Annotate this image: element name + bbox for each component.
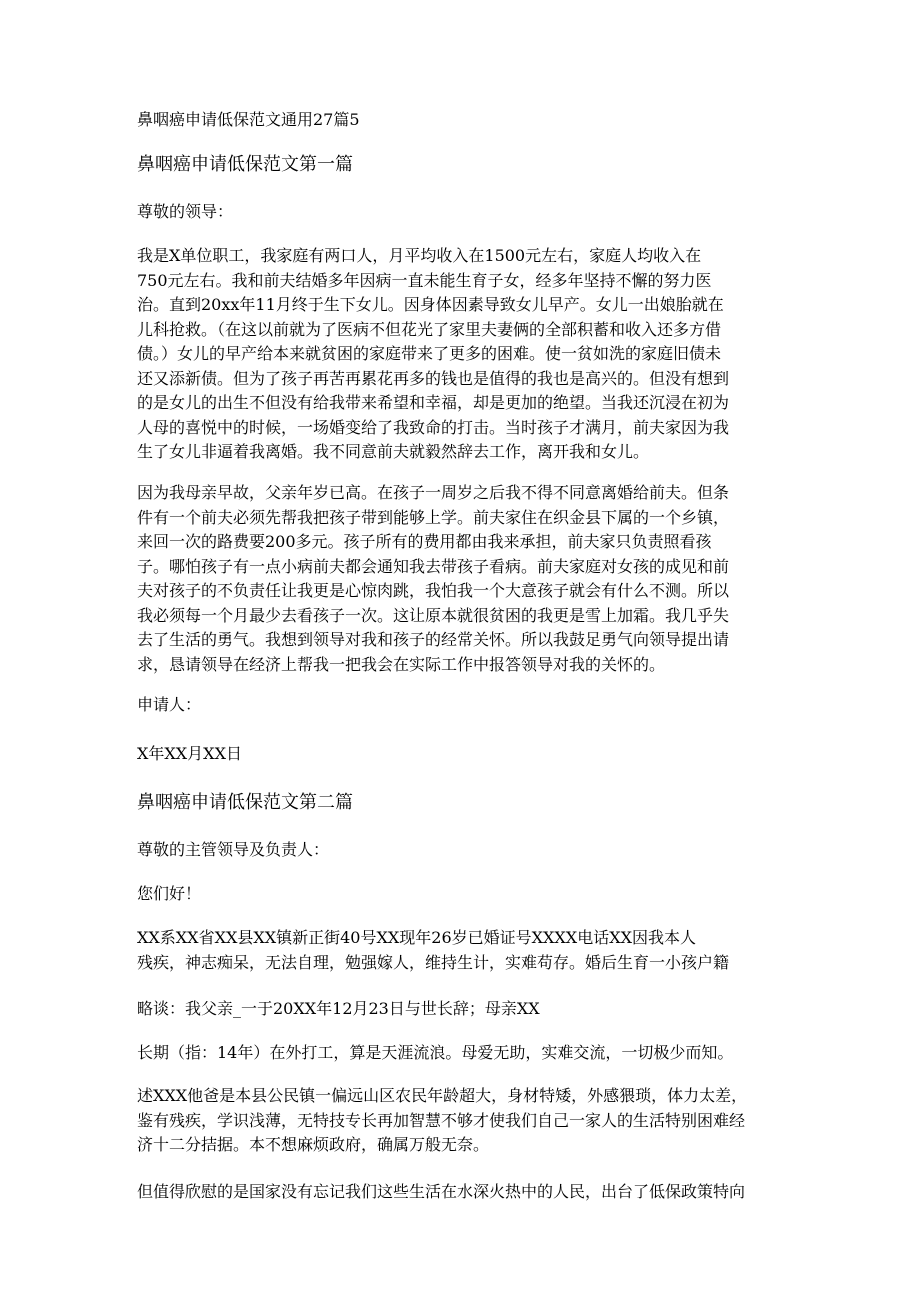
paragraph-line: 儿科抢救。（在这以前就为了医病不但花光了家里夫妻俩的全部积蓄和收入还多方借 bbox=[137, 319, 722, 339]
paragraph-line: 还又添新债。但为了孩子再苦再累花再多的钱也是值得的我也是高兴的。但没有想到 bbox=[137, 368, 730, 388]
section-2-paragraph-5: 但值得欣慰的是国家没有忘记我们这些生活在水深火热中的人民，出台了低保政策特向 bbox=[137, 1182, 746, 1201]
section-2-paragraph-1 bbox=[137, 926, 787, 975]
paragraph-line: 残疾，神志痴呆，无法自理，勉强嫁人，维持生计，实难苟存。婚后生育一小孩户籍 bbox=[137, 952, 730, 972]
section-1-heading: 鼻咽癌申请低保范文第一篇 bbox=[137, 154, 353, 175]
paragraph-line: 求，恳请领导在经济上帮我一把我会在实际工作中报答领导对我的关怀的。 bbox=[137, 654, 666, 674]
section-2-heading: 鼻咽癌申请低保范文第二篇 bbox=[137, 792, 353, 813]
paragraph-line: 我必须每一个月最少去看孩子一次。这让原本就很贫困的我更是雪上加霜。我几乎失 bbox=[137, 605, 730, 625]
section-2-paragraph-2: 略谈：我父亲_一于20XX年12月23日与世长辞；母亲XX bbox=[137, 999, 540, 1018]
paragraph-line: 治。直到20xx年11月终于生下女儿。因身体因素导致女儿早产。女儿一出娘胎就在 bbox=[137, 295, 724, 314]
section-1-paragraph-2 bbox=[137, 481, 787, 677]
paragraph-line: 生了女儿非逼着我离婚。我不同意前夫就毅然辞去工作，离开我和女儿。 bbox=[137, 442, 650, 461]
section-1-salutation: 尊敬的领导： bbox=[137, 202, 234, 221]
applicant-label: 申请人： bbox=[137, 695, 202, 714]
document-title: 鼻咽癌申请低保范文通用27篇5 bbox=[137, 110, 360, 129]
paragraph-line: 济十二分拮据。本不想麻烦政府，确属万般无奈。 bbox=[137, 1135, 490, 1154]
paragraph-line: 我是X单位职工，我家庭有两口人，月平均收入在1500元左右，家庭人均收入在 bbox=[137, 246, 702, 265]
paragraph-line: 来回一次的路费要200多元。孩子所有的费用都由我来承担，前夫家只负责照看孩 bbox=[137, 532, 712, 551]
section-1-paragraph-1 bbox=[137, 244, 787, 465]
paragraph-line: 夫对孩子的不负责任让我更是心惊肉跳，我怕我一个大意孩子就会有什么不测。所以 bbox=[137, 581, 730, 600]
paragraph-line: 件有一个前夫必须先帮我把孩子带到能够上学。前夫家住在织金县下属的一个乡镇， bbox=[137, 507, 730, 527]
paragraph-line: 债。）女儿的早产给本来就贫困的家庭带来了更多的困难。使一贫如洗的家庭旧债未 bbox=[137, 344, 722, 363]
paragraph-line: 人母的喜悦中的时候，一场婚变给了我致命的打击。当时孩子才满月，前夫家因为我 bbox=[137, 417, 730, 437]
paragraph-line: 鉴有残疾，学识浅薄，无特技专长再加智慧不够才使我们自己一家人的生活特别困难经 bbox=[137, 1110, 746, 1130]
section-2-greeting: 您们好！ bbox=[137, 884, 202, 903]
paragraph-line: 750元左右。我和前夫结婚多年因病一直未能生育子女，经多年坚持不懈的努力医 bbox=[137, 270, 712, 290]
section-2-salutation: 尊敬的主管领导及负责人： bbox=[137, 840, 330, 859]
section-2-paragraph-4 bbox=[137, 1084, 787, 1158]
signature-date: X年XX月XX日 bbox=[137, 744, 242, 763]
paragraph-line: XX系XX省XX县XX镇新正街40号XX现年26岁已婚证号XXXX电话XX因我本人 bbox=[137, 928, 696, 947]
paragraph-line: 去了生活的勇气。我想到领导对我和孩子的经常关怀。所以我鼓足勇气向领导提出请 bbox=[137, 630, 730, 649]
paragraph-line: 子。哪怕孩子有一点小病前夫都会通知我去带孩子看病。前夫家庭对女孩的成见和前 bbox=[137, 556, 730, 576]
paragraph-line: 因为我母亲早故，父亲年岁已高。在孩子一周岁之后我不得不同意离婚给前夫。但条 bbox=[137, 483, 730, 502]
paragraph-line: 的是女儿的出生不但没有给我带来希望和幸福，却是更加的绝望。当我还沉浸在初为 bbox=[137, 393, 730, 412]
paragraph-line: 述XXX他爸是本县公民镇一偏远山区农民年龄超大，身材特矮，外感猥琐，体力太差， bbox=[137, 1086, 748, 1105]
section-2-paragraph-3: 长期（指：14年）在外打工，算是天涯流浪。母爱无助，实难交流，一切极少而知。 bbox=[137, 1043, 734, 1062]
